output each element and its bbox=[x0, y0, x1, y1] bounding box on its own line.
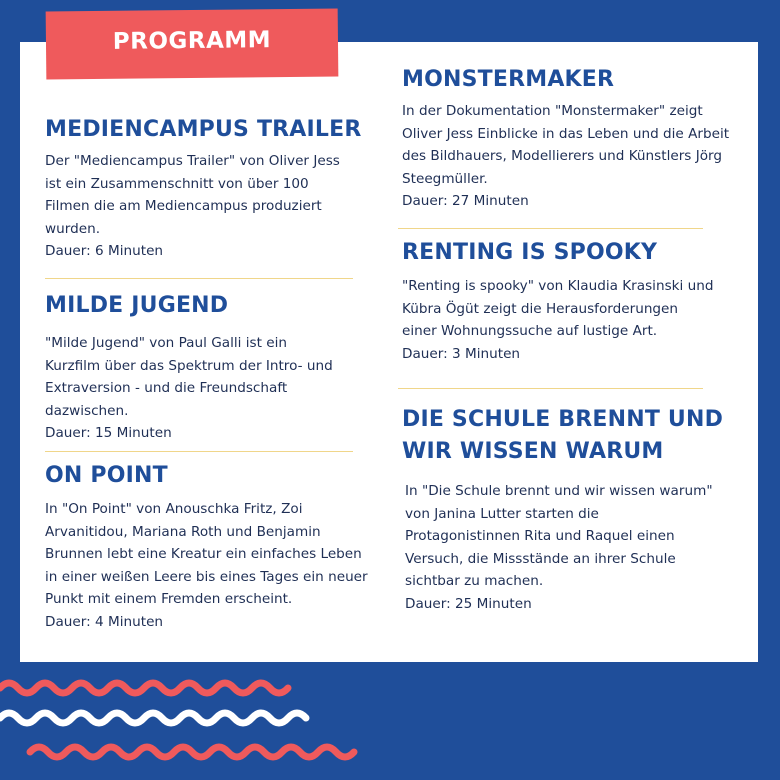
duration: Dauer: 15 Minuten bbox=[45, 425, 172, 441]
text-line: Kübra Ögüt zeigt die Herausforderungen bbox=[402, 300, 679, 317]
text-line: sichtbar zu machen. bbox=[405, 573, 544, 589]
divider bbox=[398, 388, 703, 389]
duration: Dauer: 25 Minuten bbox=[405, 595, 532, 612]
text-line: Arvanitidou, Mariana Roth und Benjamin bbox=[45, 523, 321, 540]
text-line: Extraversion - und die Freundschaft bbox=[45, 380, 288, 396]
text-line: in einer weißen Leere bis eines Tages ein neuer bbox=[45, 568, 368, 585]
text-line: einer Wohnungssuche auf lustige Art. bbox=[402, 323, 658, 339]
section-title: MONSTERMAKER bbox=[402, 67, 615, 92]
divider bbox=[45, 451, 353, 452]
text-line: "Renting is spooky" von Klaudia Krasinski und bbox=[402, 278, 714, 294]
text-line: Kurzfilm über das Spektrum der Intro- und bbox=[45, 357, 333, 374]
text-line: "Milde Jugend" von Paul Galli ist ein bbox=[45, 335, 287, 351]
section-title: MEDIENCAMPUS TRAILER bbox=[45, 117, 362, 142]
wave-red-top bbox=[0, 683, 288, 693]
title-line: WIR WISSEN WARUM bbox=[402, 439, 664, 464]
text-line: Protagonistinnen Rita und Raquel einen bbox=[405, 528, 675, 544]
divider bbox=[45, 278, 353, 279]
section-die-schule-brennt bbox=[402, 404, 752, 615]
section-mediencampus-trailer bbox=[45, 114, 375, 263]
section-title: ON POINT bbox=[45, 463, 168, 488]
text-line: dazwischen. bbox=[45, 402, 129, 419]
text-line: Punkt mit einem Fremden erscheint. bbox=[45, 591, 293, 607]
wave-white bbox=[0, 713, 306, 723]
section-monstermaker bbox=[402, 64, 752, 213]
section-title: RENTING IS SPOOKY bbox=[402, 240, 658, 265]
duration: Dauer: 27 Minuten bbox=[402, 193, 529, 209]
divider bbox=[398, 228, 703, 229]
duration: Dauer: 3 Minuten bbox=[402, 345, 521, 362]
text-line: In "Die Schule brennt und wir wissen warum" bbox=[405, 483, 713, 499]
decorative-waves bbox=[0, 668, 380, 780]
section-title: MILDE JUGEND bbox=[45, 293, 229, 318]
title-line: DIE SCHULE BRENNT UND bbox=[402, 407, 724, 432]
section-milde-jugend bbox=[45, 290, 375, 445]
text-line: Versuch, die Missstände an ihrer Schule bbox=[405, 550, 676, 567]
duration: Dauer: 4 Minuten bbox=[45, 613, 164, 630]
text-line: Brunnen lebt eine Kreatur ein einfaches Leben bbox=[45, 546, 362, 562]
text-line: Oliver Jess Einblicke in das Leben und die Arbeit bbox=[402, 125, 730, 142]
text-line: Steegmüller. bbox=[402, 170, 488, 187]
text-line: des Bildhauers, Modellierers und Künstlers Jörg bbox=[402, 148, 723, 164]
section-on-point bbox=[45, 460, 390, 633]
section-renting-is-spooky bbox=[402, 237, 752, 365]
wave-red-bottom bbox=[30, 747, 354, 757]
program-header-tab bbox=[46, 8, 339, 79]
text-line: wurden. bbox=[45, 220, 101, 237]
text-line: von Janina Lutter starten die bbox=[405, 505, 599, 522]
text-line: In "On Point" von Anouschka Fritz, Zoi bbox=[45, 501, 303, 517]
duration: Dauer: 6 Minuten bbox=[45, 243, 164, 259]
text-line: Der "Mediencampus Trailer" von Oliver Jess bbox=[45, 153, 340, 169]
text-line: Filmen die am Mediencampus produziert bbox=[45, 198, 322, 214]
section-title bbox=[402, 404, 752, 468]
text-line: In der Dokumentation "Monstermaker" zeigt bbox=[402, 103, 703, 119]
program-header-title: PROGRAMM bbox=[112, 27, 272, 55]
text-line: ist ein Zusammenschnitt von über 100 bbox=[45, 175, 309, 192]
